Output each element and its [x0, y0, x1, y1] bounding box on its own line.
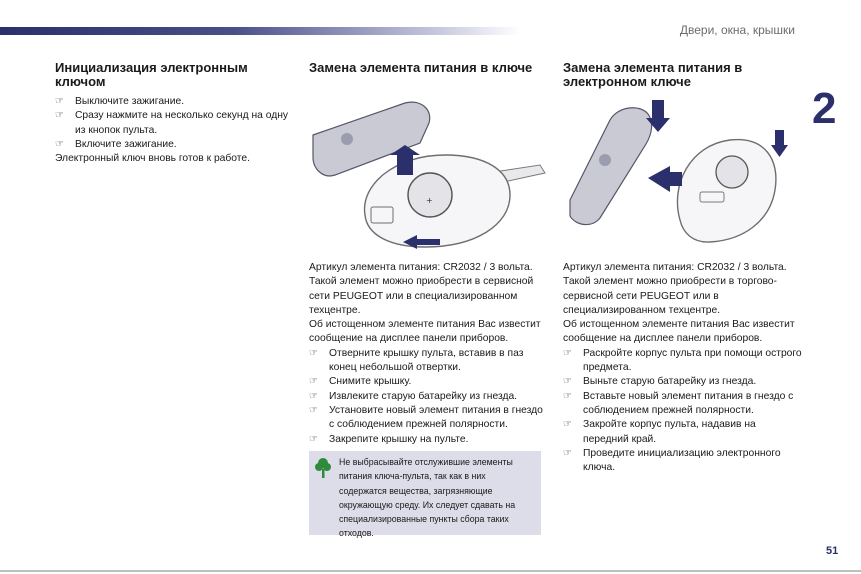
bottom-divider	[0, 570, 861, 572]
list-item: ☞ Извлеките старую батарейку из гнезда.	[309, 390, 549, 404]
recycling-note	[309, 451, 541, 539]
list-item: ☞ Раскройте корпус пульта при помощи острого предмета.	[563, 347, 803, 376]
column-electronic-key-battery	[563, 261, 803, 475]
col3-intro-3: Об истощенном элементе питания Вас известит сообщение на дисплее панели приборов.	[563, 319, 795, 345]
col3-title: Замена элемента питания в электронном ключе	[563, 60, 743, 89]
electronic-key-body	[677, 140, 775, 243]
section-title: Двери, окна, крышки	[679, 23, 795, 37]
tree-icon	[315, 457, 331, 479]
list-item: ☞ Снимите крышку.	[309, 375, 549, 389]
col3-intro-2: Такой элемент можно приобрести в торгово-сервисной сети PEUGEOT или в специализированном техцентре.	[563, 276, 777, 316]
list-item: ☞ Выньте старую батарейку из гнезда.	[563, 375, 803, 389]
col1-footer: Электронный ключ вновь готов к работе.	[55, 153, 250, 165]
page-number: 51	[826, 545, 839, 557]
key-battery-illustration	[305, 95, 555, 255]
list-item: ☞ Сразу нажмите на несколько секунд на одну из кнопок пульта.	[55, 109, 295, 138]
col2-intro-2: Такой элемент можно приобрести в сервисной сети PEUGEOT или в специализированном техцентре.	[309, 276, 534, 316]
list-item: ☞ Закройте корпус пульта, надавив на передний край.	[563, 418, 803, 447]
recycling-note-text: Не выбрасывайте отслужившие элементы питания ключа-пульта, так как в них содержатся вещества, загрязняющие окружающую среду. Их следует сдавать на специализированные пункты сбора таких отходов.	[339, 457, 516, 539]
battery-icon	[716, 156, 748, 188]
svg-text:+: +	[426, 196, 433, 205]
col2-title: Замена элемента питания в ключе	[309, 60, 533, 75]
list-item: ☞ Проведите инициализацию электронного ключа.	[563, 447, 803, 476]
list-item: ☞ Включите зажигание.	[55, 138, 295, 152]
battery-icon	[408, 173, 452, 217]
list-item: ☞ Вставьте новый элемент питания в гнездо с соблюдением прежней полярности.	[563, 390, 803, 419]
list-item: ☞ Отверните крышку пульта, вставив в паз конец небольшой отвертки.	[309, 347, 549, 376]
col1-title: Инициализация электронным ключом	[55, 60, 248, 89]
col3-intro-1: Артикул элемента питания: CR2032 / 3 вольта.	[563, 262, 787, 273]
chapter-number: 2	[812, 84, 837, 133]
electronic-key-illustration	[560, 100, 800, 250]
col2-steps	[309, 347, 549, 447]
column-initialization	[55, 61, 295, 166]
column-key-battery	[309, 261, 549, 447]
header-bar	[0, 27, 520, 35]
left-arrow-icon	[648, 166, 682, 192]
list-item: ☞ Закрепите крышку на пульте.	[309, 433, 549, 447]
col2-intro-3: Об истощенном элементе питания Вас известит сообщение на дисплее панели приборов.	[309, 319, 541, 345]
small-down-arrow-icon	[771, 130, 788, 157]
col3-steps	[563, 347, 803, 476]
col2-intro-1: Артикул элемента питания: CR2032 / 3 вольта.	[309, 262, 533, 273]
list-item: ☞ Выключите зажигание.	[55, 95, 295, 109]
col1-steps	[55, 95, 295, 152]
list-item: ☞ Установите новый элемент питания в гнездо с соблюдением прежней полярности.	[309, 404, 549, 433]
electronic-key-shell	[570, 108, 652, 225]
